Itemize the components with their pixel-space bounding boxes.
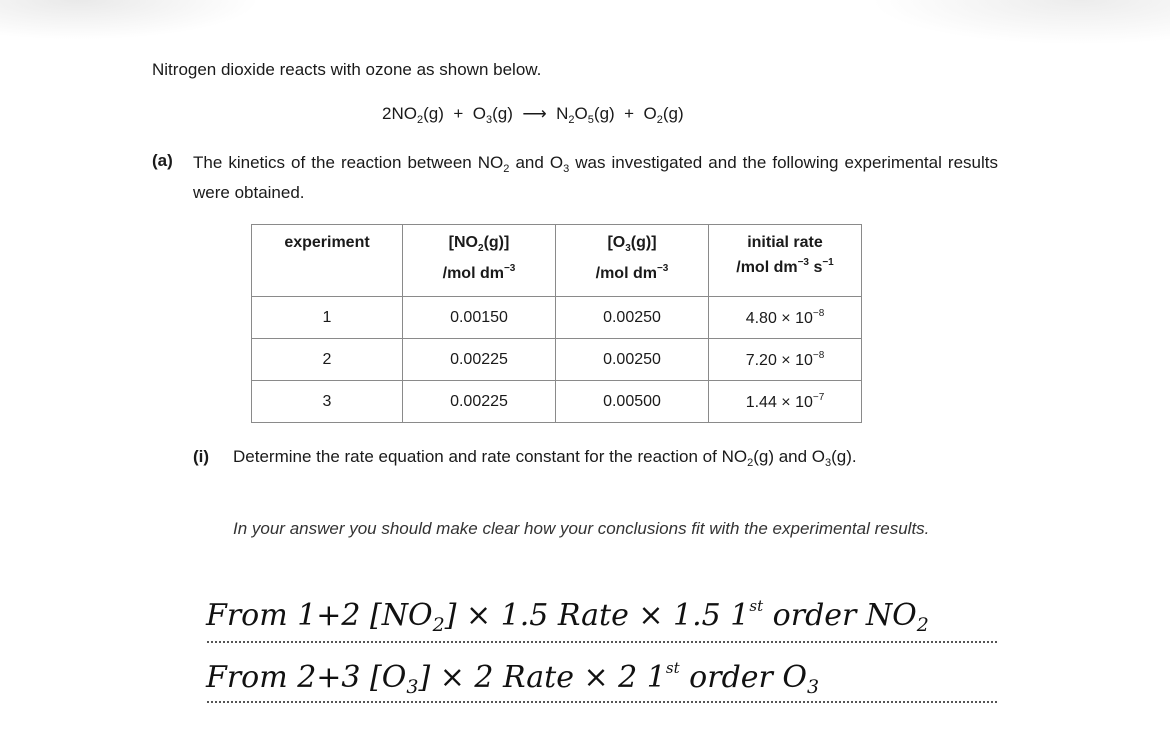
table-row bbox=[252, 339, 862, 381]
header-initial-rate: initial rate /mol $dm^{-3}$ $s^{-1}$ bbox=[709, 225, 862, 297]
part-i-label: (i) bbox=[193, 447, 210, 466]
cell-no2: 0.00225 bbox=[403, 339, 556, 381]
cell-o3: 0.00500 bbox=[556, 381, 709, 423]
part-a-label: (a) bbox=[152, 151, 173, 170]
page-shadow-left bbox=[0, 0, 260, 40]
reaction-equation: $2NO_2(g) + O_3(g)$ ⟶ $N_2O_5(g) + O_2(g)$ bbox=[382, 104, 684, 126]
handwritten-answer-line-1: From 1+2 $[NO_2] \times 1.5$ Rate × 1.5 1st order $NO_2$ bbox=[206, 597, 929, 636]
experimental-results-table bbox=[251, 224, 862, 423]
cell-experiment: 1 bbox=[252, 297, 403, 339]
table-row bbox=[252, 381, 862, 423]
cell-o3: 0.00250 bbox=[556, 339, 709, 381]
cell-experiment: 2 bbox=[252, 339, 403, 381]
cell-no2: 0.00225 bbox=[403, 381, 556, 423]
answer-line-1 bbox=[207, 641, 997, 643]
cell-rate: $7.20 \times 10^{-8}$ bbox=[709, 339, 862, 381]
cell-o3: 0.00250 bbox=[556, 297, 709, 339]
handwritten-answer-line-2: From 2+3 $[O_3] \times 2$ Rate × 2 1st order $O_3$ bbox=[206, 659, 820, 698]
part-i-question: Determine the rate equation and rate constant for the reaction of $NO_2(g)$ and $O_3(g)$. bbox=[233, 447, 857, 469]
header-o3: $[O_3(g)]$ /mol $dm^{-3}$ bbox=[556, 225, 709, 297]
answer-instruction: In your answer you should make clear how your conclusions fit with the experimental results. bbox=[233, 519, 930, 538]
header-no2: $[NO_2(g)]$ /mol $dm^{-3}$ bbox=[403, 225, 556, 297]
page-shadow-right bbox=[870, 0, 1170, 45]
answer-line-2 bbox=[207, 701, 997, 703]
cell-experiment: 3 bbox=[252, 381, 403, 423]
arrow-icon: ⟶ bbox=[522, 104, 547, 123]
table-row bbox=[252, 297, 862, 339]
part-a-text: The kinetics of the reaction between $NO_2$ and $O_3$ was investigated and the following experimental results were obtained. bbox=[193, 153, 998, 202]
cell-rate: $1.44 \times 10^{-7}$ bbox=[709, 381, 862, 423]
header-experiment: experiment bbox=[252, 225, 403, 297]
intro-text: Nitrogen dioxide reacts with ozone as shown below. bbox=[152, 60, 542, 79]
table-header-row bbox=[252, 225, 862, 297]
cell-no2: 0.00150 bbox=[403, 297, 556, 339]
cell-rate: $4.80 \times 10^{-8}$ bbox=[709, 297, 862, 339]
